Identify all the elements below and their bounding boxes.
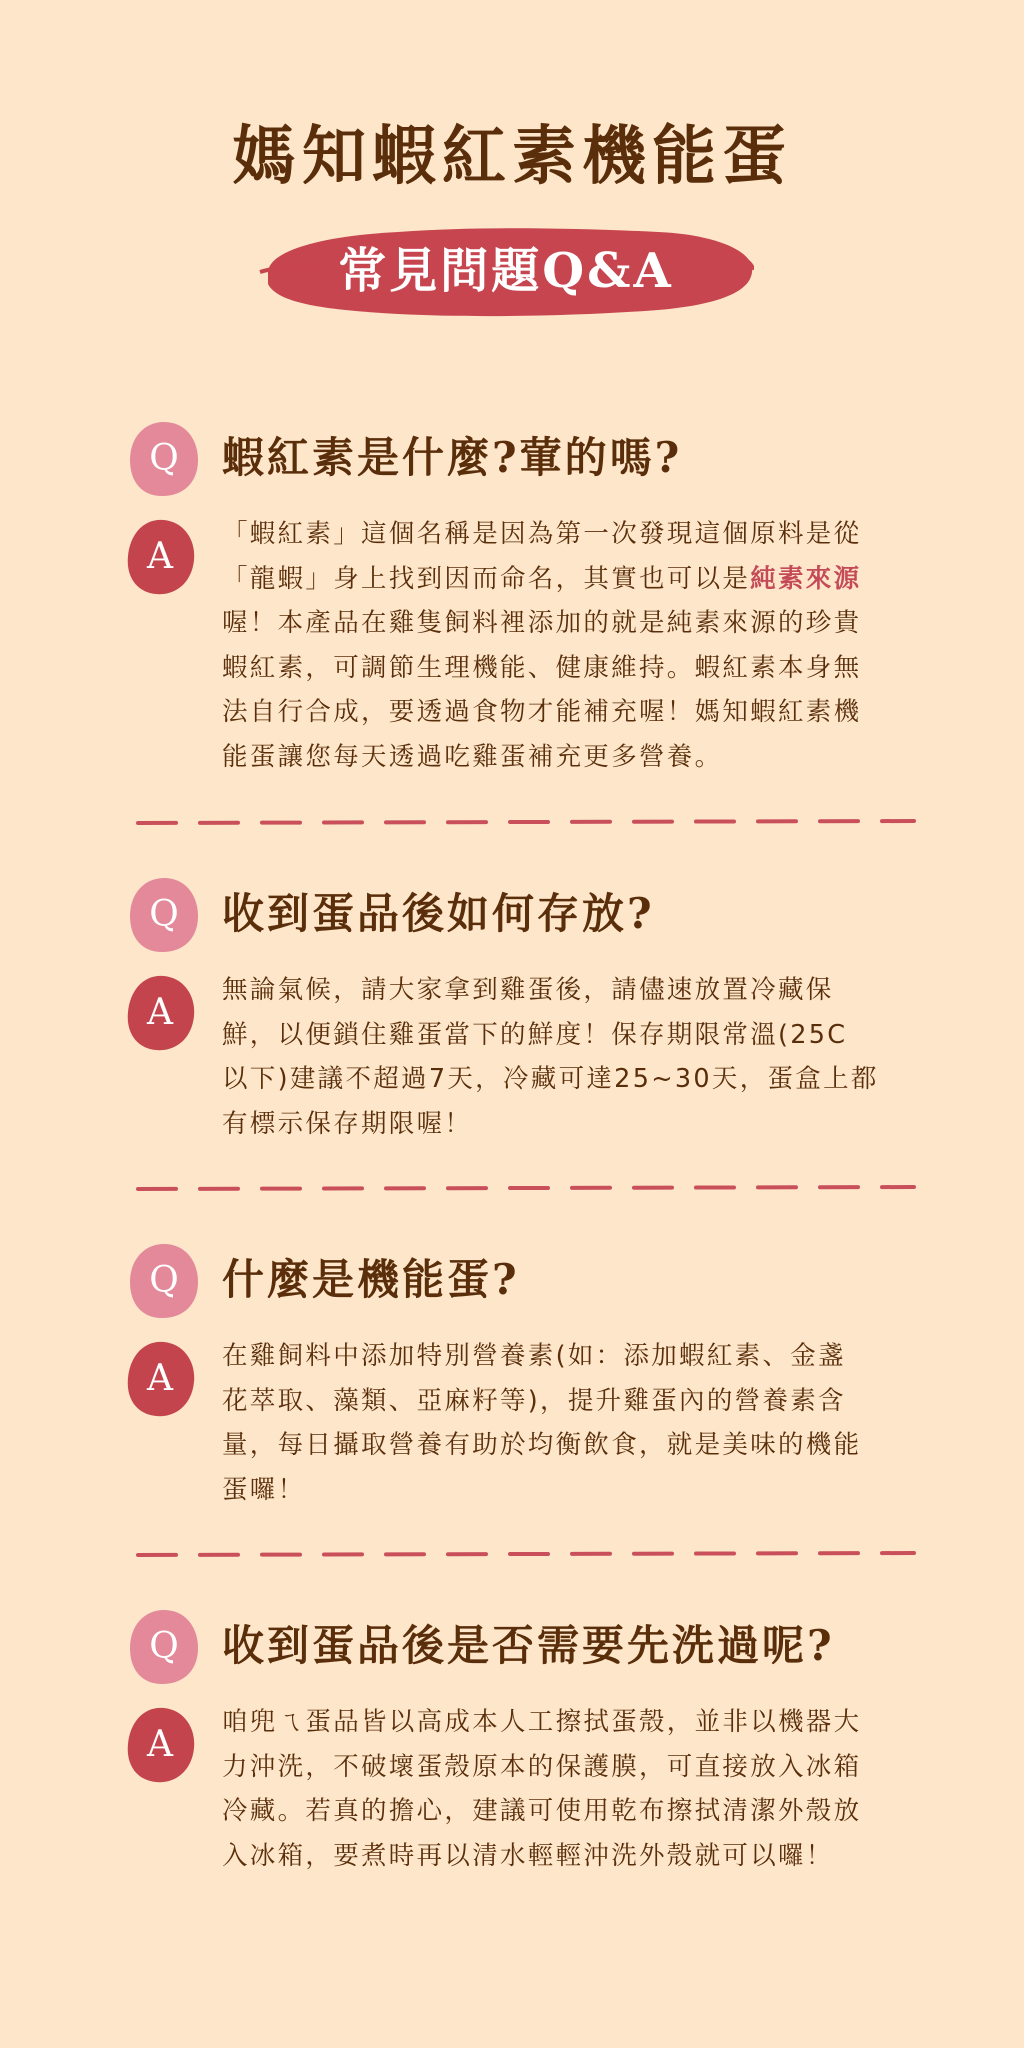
highlight-text: 純素來源 bbox=[750, 563, 862, 594]
answer-text bbox=[222, 968, 922, 1146]
a-badge bbox=[124, 974, 196, 1052]
answer-line: 量，每日攝取營養有助於均衡飲食，就是美味的機能 bbox=[222, 1430, 862, 1460]
a-badge bbox=[124, 1340, 196, 1418]
divider bbox=[136, 818, 916, 826]
question-text: 收到蛋品後如何存放? bbox=[222, 889, 655, 938]
answer-line: 鮮，以便鎖住雞蛋當下的鮮度！保存期限常溫(25C bbox=[222, 1019, 848, 1050]
answer-line: 能蛋讓您每天透過吃雞蛋補充更多營養。 bbox=[222, 741, 723, 772]
answer-line: 無論氣候，請大家拿到雞蛋後，請儘速放置冷藏保 bbox=[222, 975, 834, 1005]
answer-line: 蛋囉！ bbox=[222, 1474, 306, 1505]
question-text: 什麼是機能蛋? bbox=[222, 1255, 520, 1304]
answer-line: 花萃取、藻類、亞麻籽等)，提升雞蛋內的營養素含 bbox=[222, 1385, 846, 1416]
q-letter: Q bbox=[149, 1260, 179, 1301]
answer-line: 法自行合成，要透過食物才能補充喔！媽知蝦紅素機 bbox=[222, 697, 862, 727]
question-text: 收到蛋品後是否需要先洗過呢? bbox=[222, 1621, 835, 1670]
a-letter: A bbox=[147, 1724, 173, 1765]
q-badge bbox=[128, 1242, 200, 1320]
a-badge bbox=[124, 1706, 196, 1784]
answer-line: 入冰箱，要煮時再以清水輕輕沖洗外殼就可以囉！ bbox=[222, 1840, 834, 1871]
answer-text bbox=[222, 1700, 922, 1878]
question-text: 蝦紅素是什麼?葷的嗎? bbox=[222, 433, 683, 482]
divider bbox=[136, 1184, 916, 1192]
q-letter: Q bbox=[149, 438, 179, 479]
divider bbox=[136, 1550, 916, 1558]
answer-line-part: 「龍蝦」身上找到因而命名，其實也可以是 bbox=[222, 563, 751, 594]
answer-line: 在雞飼料中添加特別營養素(如：添加蝦紅素、金盞 bbox=[222, 1341, 846, 1371]
answer-line: 以下)建議不超過7天，冷藏可達25~30天，蛋盒上都 bbox=[222, 1064, 879, 1094]
q-badge bbox=[128, 420, 200, 498]
answer-line bbox=[222, 557, 922, 602]
answer-line: 蝦紅素，可調節生理機能、健康維持。蝦紅素本身無 bbox=[222, 652, 862, 683]
q-badge bbox=[128, 876, 200, 954]
answer-line: 冷藏。若真的擔心，建議可使用乾布擦拭清潔外殼放 bbox=[222, 1796, 862, 1826]
q-letter: Q bbox=[149, 894, 179, 935]
q-letter: Q bbox=[149, 1626, 179, 1667]
page-title: 媽知蝦紅素機能蛋 bbox=[232, 119, 792, 194]
a-letter: A bbox=[147, 992, 173, 1033]
a-badge bbox=[124, 518, 196, 596]
answer-line: 力沖洗，不破壞蛋殼原本的保護膜，可直接放入冰箱 bbox=[222, 1751, 862, 1782]
subtitle-banner bbox=[258, 222, 754, 320]
answer-text bbox=[222, 1334, 922, 1512]
answer-text bbox=[222, 512, 922, 779]
q-badge bbox=[128, 1608, 200, 1686]
answer-line: 咱兜ㄟ蛋品皆以高成本人工擦拭蛋殼，並非以機器大 bbox=[222, 1707, 862, 1737]
a-letter: A bbox=[147, 536, 173, 577]
answer-line: 喔！本產品在雞隻飼料裡添加的就是純素來源的珍貴 bbox=[222, 608, 862, 638]
answer-line: 有標示保存期限喔！ bbox=[222, 1108, 473, 1139]
a-letter: A bbox=[147, 1358, 173, 1399]
answer-line: 「蝦紅素」這個名稱是因為第一次發現這個原料是從 bbox=[222, 519, 862, 549]
subtitle-text: 常見問題Q&A bbox=[338, 243, 674, 299]
